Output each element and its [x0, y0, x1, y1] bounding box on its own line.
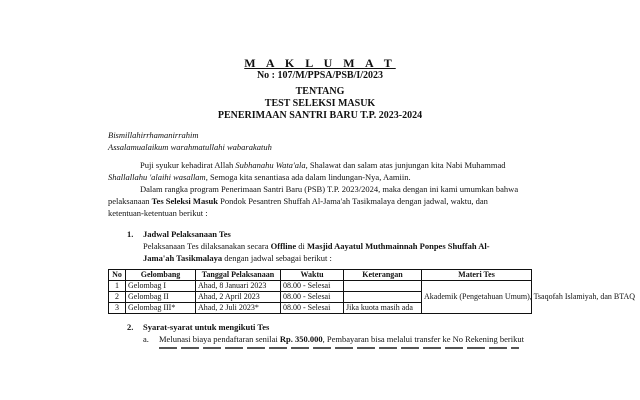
section-2-item-a-label: a.	[143, 334, 149, 344]
intro-p1-a: Puji syukur kehadirat Allah	[140, 160, 236, 170]
section-1-heading: Jadwal Pelaksanaan Tes	[143, 229, 231, 239]
cell-waktu: 08.00 - Selesai	[281, 303, 344, 314]
subject-line-1: TEST SELEKSI MASUK	[264, 98, 376, 109]
cell-keterangan	[344, 281, 422, 292]
cell-gelombang: Gelombag II	[126, 292, 196, 303]
section-2-item-a-text	[159, 334, 524, 344]
cell-waktu: 08.00 - Selesai	[281, 281, 344, 292]
intro-p2-d: Pondok Pesantren Shuffah Al-Jama'ah Tasikmalaya dengan jadwal, waktu, dan	[217, 196, 488, 206]
intro-p2-b: pelaksanaan	[108, 196, 152, 206]
s1-l1-b: Offline	[270, 241, 297, 251]
col-header-no: No	[109, 270, 126, 281]
cell-waktu: 08.00 - Selesai	[281, 292, 344, 303]
s1-l2-b: dengan jadwal sebagai berikut :	[222, 253, 332, 263]
cell-materi: Akademik (Pengetahuan Umum), Tsaqofah Islamiyah, dan BTAQ	[422, 281, 532, 314]
intro-paragraph-2-line-2	[108, 196, 488, 206]
col-header-materi: Materi Tes	[422, 270, 532, 281]
intro-paragraph-1-line-2	[108, 172, 411, 182]
cut-off-glyphs	[159, 347, 519, 349]
cut-off-text-line	[159, 346, 519, 349]
bismillah-text: Bismillahirrhamanirrahim	[108, 130, 199, 140]
intro-paragraph-2-line-3: ketentuan-ketentuan berikut :	[108, 208, 208, 218]
table-row	[109, 281, 532, 292]
s2-a-2: Rp. 350.000	[279, 334, 323, 344]
salam-text: Assalamualaikum warahmatullahi wabarakatuh	[108, 142, 272, 152]
cell-no: 2	[109, 292, 126, 303]
section-1-number: 1.	[127, 229, 134, 239]
intro-paragraph-1-line-1	[140, 160, 506, 170]
section-2-number: 2.	[127, 322, 134, 332]
subject-line-2: PENERIMAAN SANTRI BARU T.P. 2023-2024	[217, 110, 423, 121]
cell-keterangan	[344, 292, 422, 303]
section-1-line-2	[143, 253, 332, 263]
cell-no: 3	[109, 303, 126, 314]
col-header-keterangan: Keterangan	[344, 270, 422, 281]
cell-tanggal: Ahad, 8 Januari 2023	[196, 281, 281, 292]
cell-tanggal: Ahad, 2 April 2023	[196, 292, 281, 303]
intro-paragraph-2-line-1: Dalam rangka program Penerimaan Santri Baru (PSB) T.P. 2023/2024, maka dengan ini kami umumkan bahwa	[140, 184, 519, 194]
cell-gelombang: Gelombag I	[126, 281, 196, 292]
section-1-line-1	[143, 241, 490, 251]
s2-a-3: , Pembayaran bisa melalui transfer ke No Rekening berikut	[322, 334, 524, 344]
intro-p1-d: Shallallahu 'alaihi wasallam	[108, 172, 206, 182]
s1-l1-c: di	[296, 241, 308, 251]
s2-a-1: Melunasi biaya pendaftaran senilai	[159, 334, 280, 344]
about-label: TENTANG	[295, 86, 345, 97]
intro-p1-b: Subhanahu Wata'ala	[235, 160, 306, 170]
s1-l1-a: Pelaksanaan Tes dilaksanakan secara	[143, 241, 271, 251]
col-header-waktu: Waktu	[281, 270, 344, 281]
s1-l2-a: Jama'ah Tasikmalaya	[143, 253, 223, 263]
cell-no: 1	[109, 281, 126, 292]
table-header-row	[109, 270, 532, 281]
section-2-heading: Syarat-syarat untuk mengikuti Tes	[143, 322, 270, 332]
cell-tanggal: Ahad, 2 Juli 2023*	[196, 303, 281, 314]
s1-l1-d: Masjid Aayatul Muthmainnah Ponpes Shuffah Al-	[307, 241, 490, 251]
col-header-tanggal: Tanggal Pelaksanaan	[196, 270, 281, 281]
cell-gelombang: Gelombag III*	[126, 303, 196, 314]
intro-p2-c: Tes Seleksi Masuk	[151, 196, 218, 206]
cell-keterangan: Jika kuota masih ada	[344, 303, 422, 314]
col-header-gelombang: Gelombang	[126, 270, 196, 281]
schedule-table	[108, 269, 636, 314]
intro-p1-e: , Semoga kita senantiasa ada dalam lindungan-Nya, Aamiin.	[205, 172, 411, 182]
document-title: M A K L U M A T	[244, 56, 396, 70]
intro-p1-c: , Shalawat dan salam atas junjungan kita Nabi Muhammad	[305, 160, 506, 170]
document-number: No : 107/M/PPSA/PSB/I/2023	[256, 70, 384, 81]
